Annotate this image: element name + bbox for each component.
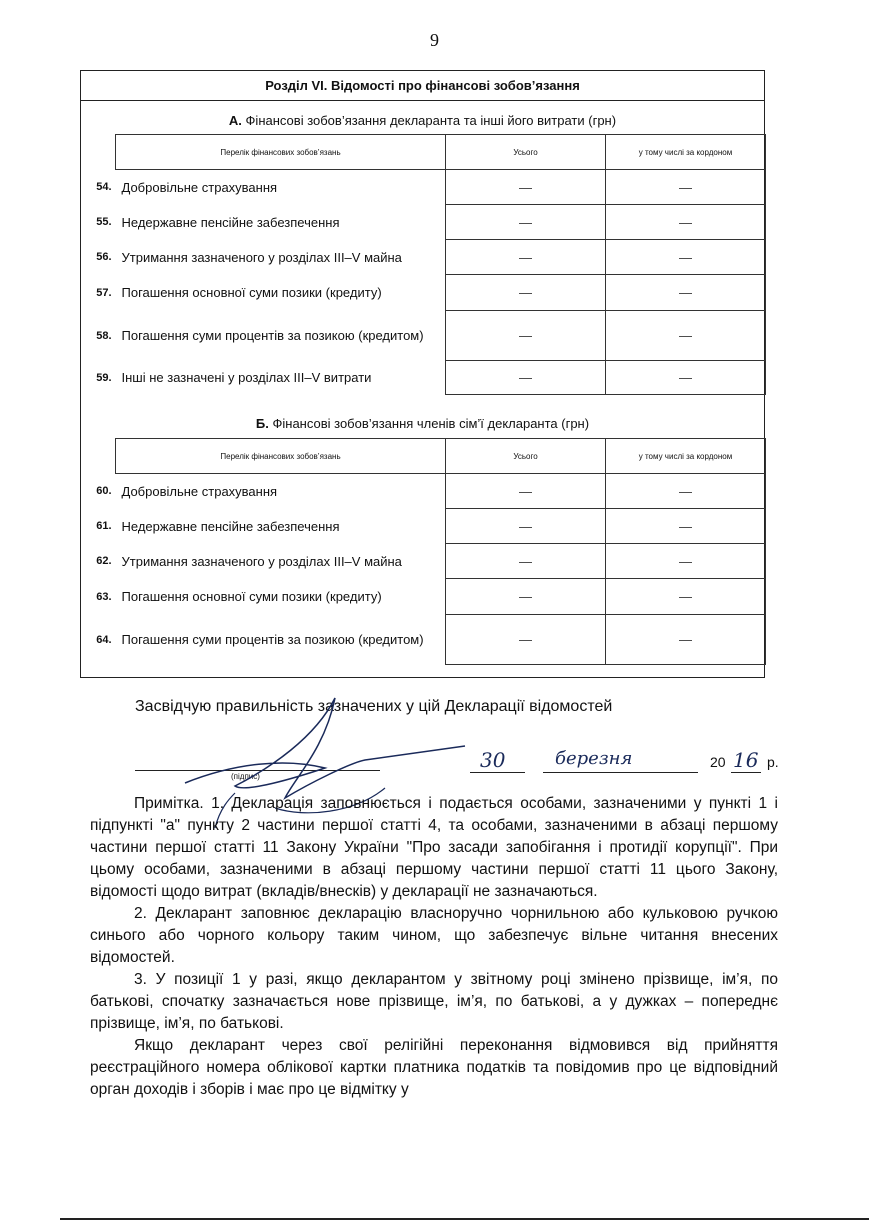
- signature-line: [135, 770, 380, 771]
- header-abroad: у тому числі за кордоном: [606, 439, 766, 474]
- part-a-letter: А.: [228, 113, 242, 128]
- row-label-cell: [96, 275, 446, 311]
- table-row: [116, 240, 766, 275]
- header-total: Усього: [446, 439, 606, 474]
- row-label: Погашення суми процентів за позикою (кредитом): [121, 328, 424, 343]
- date-year-suffix: 16: [733, 748, 759, 772]
- header-list: Перелік фінансових зобов’язань: [116, 439, 446, 474]
- date-day-line: [470, 772, 525, 773]
- table-row: [116, 170, 766, 205]
- row-number: 60.: [96, 485, 112, 498]
- row-number: 58.: [96, 329, 112, 342]
- header-total: Усього: [446, 135, 606, 170]
- row-number: 55.: [96, 216, 112, 228]
- part-b-title-text: Фінансові зобов’язання членів сім’ї декларанта (грн): [272, 416, 590, 431]
- date-month-line: [543, 772, 698, 773]
- total-cell[interactable]: —: [446, 361, 606, 395]
- note-paragraph-2: 2. Декларант заповнює декларацію власноручно чорнильною або кульковою ручкою синього або чорного кольору таким чином, що забезпечує вільне читання внесених відомостей.: [90, 905, 778, 966]
- total-cell[interactable]: —: [446, 205, 606, 240]
- header-abroad: у тому числі за кордоном: [606, 135, 766, 170]
- signature-date-row: [135, 748, 785, 781]
- total-cell[interactable]: —: [446, 579, 606, 615]
- row-label: Утримання зазначеного у розділах III–V майна: [121, 553, 402, 569]
- table-row: [116, 474, 766, 509]
- note-paragraph-1: Примітка. 1. Декларація заповнюється і подається особами, зазначеними у пункті 1 і підпункті "а" пункту 2 частини першої статті 4, та особами, зазначеними в абзаці першому частини першої статті 11 Закону України "Про засади запобігання і протидії корупції". При цьому особами, зазначеними в абзаці першому частини першої статті 11 цього Закону, відомості щодо витрат (вкладів/внесків) у декларації не зазначаються.: [90, 795, 778, 900]
- total-cell[interactable]: —: [446, 275, 606, 311]
- table-row: [116, 544, 766, 579]
- row-number: 61.: [96, 520, 112, 532]
- footnote-block: [90, 793, 778, 1101]
- abroad-cell[interactable]: —: [606, 170, 766, 205]
- date-year-line: [731, 772, 761, 773]
- page-number: 9: [430, 30, 439, 50]
- row-label-cell: [96, 509, 446, 544]
- row-label-cell: [96, 311, 446, 361]
- part-a-table: [96, 134, 766, 395]
- row-label: Добровільне страхування: [121, 483, 278, 499]
- total-cell[interactable]: —: [446, 311, 606, 361]
- note-paragraph-4: Якщо декларант через свої релігійні переконання відмовився від прийняття реєстраційного номера облікової картки платника податків та повідомив про це відповідний орган доходів і зборів і має про це відмітку у: [90, 1037, 778, 1098]
- part-b-title: [81, 416, 764, 431]
- date-year-prefix: 20: [710, 754, 726, 770]
- table-row: [116, 579, 766, 615]
- table-row: [116, 205, 766, 240]
- date-day: 30: [480, 748, 506, 772]
- part-a-title-text: Фінансові зобов’язання декларанта та інші його витрати (грн): [245, 113, 617, 128]
- row-number: 59.: [96, 371, 112, 384]
- abroad-cell[interactable]: —: [606, 474, 766, 509]
- row-label-cell: [96, 615, 446, 665]
- abroad-cell[interactable]: —: [606, 205, 766, 240]
- table-row: [116, 615, 766, 665]
- row-label: Погашення основної суми позики (кредиту): [121, 285, 382, 300]
- row-label: Недержавне пенсійне забезпечення: [121, 518, 340, 534]
- row-label: Погашення суми процентів за позикою (кредитом): [121, 632, 424, 647]
- row-number: 54.: [96, 181, 112, 194]
- row-label-cell: [96, 544, 446, 579]
- section-vi-form: [80, 70, 765, 678]
- part-b-table: [96, 438, 766, 665]
- abroad-cell[interactable]: —: [606, 615, 766, 665]
- total-cell[interactable]: —: [446, 240, 606, 275]
- table-row: [116, 275, 766, 311]
- abroad-cell[interactable]: —: [606, 544, 766, 579]
- date-month: березня: [555, 748, 633, 769]
- row-label: Недержавне пенсійне забезпечення: [121, 214, 340, 230]
- abroad-cell[interactable]: —: [606, 579, 766, 615]
- row-label-cell: [96, 240, 446, 275]
- row-number: 63.: [96, 590, 112, 603]
- row-label-cell: [96, 579, 446, 615]
- row-number: 62.: [96, 555, 112, 567]
- date-year-abbr: р.: [767, 754, 779, 770]
- row-label-cell: [96, 170, 446, 205]
- table-row: [116, 311, 766, 361]
- page-bottom-rule: [60, 1218, 869, 1220]
- section-title: Розділ VI. Відомості про фінансові зобов’язання: [81, 71, 764, 101]
- row-number: 64.: [96, 633, 112, 646]
- row-label: Інші не зазначені у розділах III–V витрати: [121, 370, 372, 385]
- abroad-cell[interactable]: —: [606, 509, 766, 544]
- total-cell[interactable]: —: [446, 544, 606, 579]
- total-cell[interactable]: —: [446, 170, 606, 205]
- row-label: Погашення основної суми позики (кредиту): [121, 589, 382, 604]
- abroad-cell[interactable]: —: [606, 275, 766, 311]
- note-paragraph-3: 3. У позиції 1 у разі, якщо декларантом у звітному році змінено прізвище, ім’я, по батькові, спочатку зазначається нове прізвище, ім’я, по батькові, а у дужках – попереднє прізвище, ім’я, по батькові.: [90, 971, 778, 1032]
- table-header-row: [116, 439, 766, 474]
- total-cell[interactable]: —: [446, 615, 606, 665]
- row-label-cell: [96, 361, 446, 395]
- row-number: 56.: [96, 251, 112, 263]
- signature-caption: (підпис): [231, 772, 260, 781]
- table-header-row: [116, 135, 766, 170]
- row-number: 57.: [96, 286, 112, 299]
- table-row: [116, 509, 766, 544]
- abroad-cell[interactable]: —: [606, 240, 766, 275]
- abroad-cell[interactable]: —: [606, 361, 766, 395]
- row-label-cell: [96, 474, 446, 509]
- part-b-letter: Б.: [255, 416, 269, 431]
- table-row: [116, 361, 766, 395]
- total-cell[interactable]: —: [446, 509, 606, 544]
- abroad-cell[interactable]: —: [606, 311, 766, 361]
- row-label-cell: [96, 205, 446, 240]
- certification-text: Засвідчую правильність зазначених у цій Декларації відомостей: [135, 698, 613, 715]
- row-label: Утримання зазначеного у розділах III–V майна: [121, 249, 402, 265]
- row-label: Добровільне страхування: [121, 179, 278, 195]
- total-cell[interactable]: —: [446, 474, 606, 509]
- part-a-title: [81, 113, 764, 128]
- header-list: Перелік фінансових зобов’язань: [116, 135, 446, 170]
